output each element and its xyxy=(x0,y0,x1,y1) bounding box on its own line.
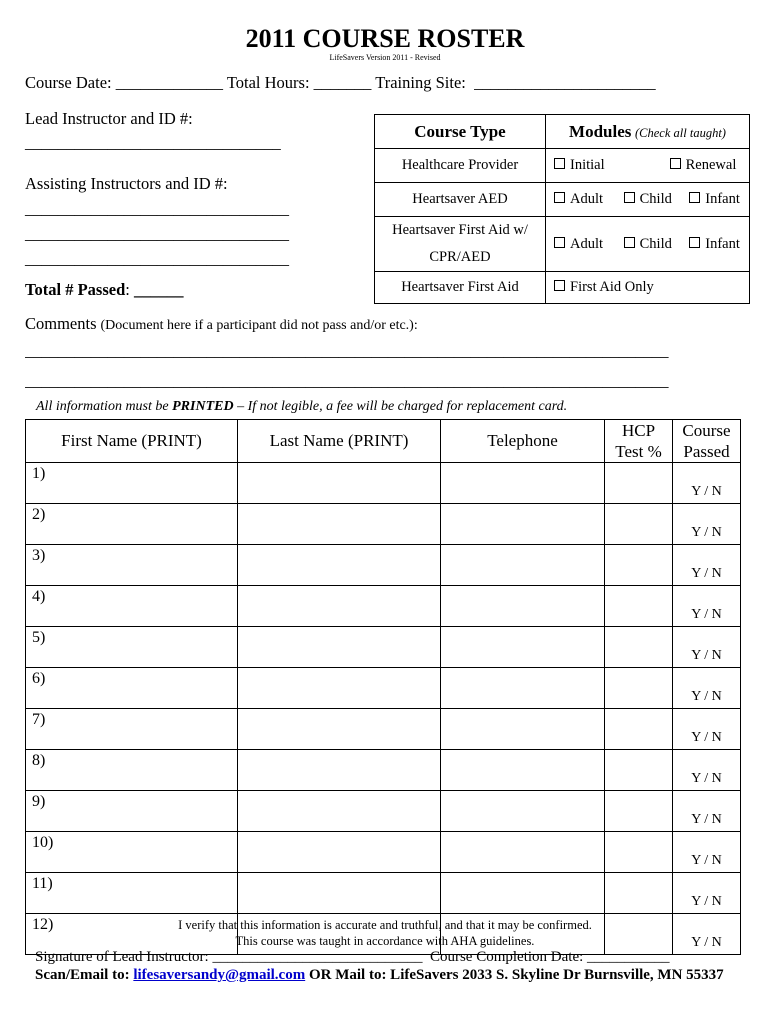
module-option-label: Child xyxy=(639,235,672,252)
comments-field-1[interactable]: ______________________________________________________________________________ xyxy=(25,341,669,360)
modules-header: Modules xyxy=(569,121,632,141)
telephone-cell[interactable] xyxy=(441,545,605,586)
telephone-header: Telephone xyxy=(441,420,605,463)
total-passed-label: Total # Passed xyxy=(25,280,126,299)
first-name-cell[interactable]: 7) xyxy=(26,709,238,750)
notice-text: – If not legible, a fee will be charged for replacement card. xyxy=(233,399,568,414)
comments-label: Comments xyxy=(25,314,97,333)
roster-row xyxy=(26,668,741,709)
telephone-cell[interactable] xyxy=(441,709,605,750)
course-passed-cell[interactable]: Y / N xyxy=(673,914,741,955)
assisting-instructor-field-3[interactable]: ________________________________ xyxy=(25,249,289,268)
module-option-infant[interactable] xyxy=(689,191,740,208)
aha-guidelines-statement: This course was taught in accordance with AHA guidelines. xyxy=(235,934,535,948)
assisting-instructors-label: Assisting Instructors and ID #: xyxy=(25,174,228,193)
modules-heartsaver-aed xyxy=(546,183,750,217)
hcp-test-cell[interactable] xyxy=(605,832,673,873)
hcp-test-cell[interactable] xyxy=(605,545,673,586)
last-name-cell[interactable] xyxy=(238,791,441,832)
telephone-cell[interactable] xyxy=(441,750,605,791)
total-passed-field[interactable]: ______ xyxy=(133,280,184,299)
signature-field[interactable]: ____________________________ xyxy=(212,949,423,965)
last-name-cell[interactable] xyxy=(238,627,441,668)
course-passed-cell[interactable]: Y / N xyxy=(673,504,741,545)
course-type-healthcare-provider: Healthcare Provider xyxy=(375,149,546,183)
course-info-line xyxy=(25,73,656,93)
hcp-test-header xyxy=(605,420,673,463)
checkbox-icon[interactable] xyxy=(554,237,565,248)
lead-instructor-field[interactable]: _______________________________ xyxy=(25,133,281,152)
module-option-child[interactable] xyxy=(624,236,686,253)
total-hours-field[interactable]: _______ xyxy=(313,73,372,92)
course-passed-cell[interactable]: Y / N xyxy=(673,545,741,586)
last-name-cell[interactable] xyxy=(238,750,441,791)
header-line: HCP xyxy=(621,421,656,440)
last-name-cell[interactable] xyxy=(238,873,441,914)
checkbox-icon[interactable] xyxy=(670,158,681,169)
scan-email-label: Scan/Email to: xyxy=(35,967,130,983)
course-type-heartsaver-first-aid-cpr xyxy=(375,217,546,272)
module-option-adult[interactable] xyxy=(554,191,620,208)
module-option-child[interactable] xyxy=(624,191,686,208)
module-option-initial[interactable] xyxy=(554,157,666,174)
module-option-renewal[interactable] xyxy=(670,157,737,174)
course-type-heartsaver-first-aid: Heartsaver First Aid xyxy=(375,272,546,304)
module-option-label: First Aid Only xyxy=(570,279,654,295)
last-name-cell[interactable] xyxy=(238,668,441,709)
telephone-cell[interactable] xyxy=(441,832,605,873)
first-name-cell[interactable]: 10) xyxy=(26,832,238,873)
last-name-cell[interactable] xyxy=(238,463,441,504)
checkbox-icon[interactable] xyxy=(624,237,635,248)
modules-note: (Check all taught) xyxy=(635,125,726,140)
signature-line xyxy=(35,949,670,966)
verification-statement: I verify that this information is accurate and truthful, and that it may be confirmed. xyxy=(178,918,592,932)
course-type-line: Heartsaver First Aid w/ xyxy=(392,222,528,238)
telephone-cell[interactable] xyxy=(441,873,605,914)
header-line: Test % xyxy=(615,442,662,461)
roster-row xyxy=(26,791,741,832)
module-option-label: Adult xyxy=(570,235,604,252)
course-type-header: Course Type xyxy=(375,115,546,149)
checkbox-icon[interactable] xyxy=(554,158,565,169)
modules-heartsaver-first-aid xyxy=(546,272,750,304)
participant-roster-table xyxy=(25,419,741,955)
total-hours-label: Total Hours: xyxy=(226,73,310,92)
course-passed-cell[interactable]: Y / N xyxy=(673,586,741,627)
hcp-test-cell[interactable] xyxy=(605,791,673,832)
first-name-cell[interactable]: 6) xyxy=(26,668,238,709)
modules-heartsaver-first-aid-cpr xyxy=(546,217,750,272)
hcp-test-cell[interactable] xyxy=(605,709,673,750)
checkbox-icon[interactable] xyxy=(689,237,700,248)
total-passed-line xyxy=(25,280,183,300)
first-name-cell[interactable]: 3) xyxy=(26,545,238,586)
course-passed-cell[interactable]: Y / N xyxy=(673,627,741,668)
roster-row xyxy=(26,709,741,750)
telephone-cell[interactable] xyxy=(441,791,605,832)
module-option-label: Child xyxy=(639,191,672,207)
telephone-cell[interactable] xyxy=(441,504,605,545)
module-option-label: Initial xyxy=(570,157,605,173)
roster-row xyxy=(26,627,741,668)
first-name-header: First Name (PRINT) xyxy=(26,420,238,463)
telephone-cell[interactable] xyxy=(441,668,605,709)
modules-healthcare-provider xyxy=(546,149,750,183)
roster-row xyxy=(26,504,741,545)
signature-label: Signature of Lead Instructor: xyxy=(35,949,209,965)
roster-row xyxy=(26,586,741,627)
roster-row xyxy=(26,832,741,873)
course-passed-cell[interactable]: Y / N xyxy=(673,668,741,709)
assisting-instructor-field-1[interactable]: ________________________________ xyxy=(25,199,289,218)
course-passed-cell[interactable]: Y / N xyxy=(673,750,741,791)
course-type-heartsaver-aed: Heartsaver AED xyxy=(375,183,546,217)
course-passed-header xyxy=(673,420,741,463)
header-line: Course xyxy=(682,421,731,440)
telephone-cell[interactable] xyxy=(441,463,605,504)
first-name-cell[interactable]: 2) xyxy=(26,504,238,545)
submission-line xyxy=(35,967,724,984)
hcp-test-cell[interactable] xyxy=(605,668,673,709)
comments-field-2[interactable]: ______________________________________________________________________________ xyxy=(25,371,669,390)
lead-instructor-label: Lead Instructor and ID #: xyxy=(25,109,193,128)
mail-address: OR Mail to: LifeSavers 2033 S. Skyline Dr Burnsville, MN 55337 xyxy=(308,967,724,983)
module-option-label: Infant xyxy=(705,235,740,252)
last-name-cell[interactable] xyxy=(238,586,441,627)
notice-text: All information must be xyxy=(36,399,173,414)
last-name-cell[interactable] xyxy=(238,709,441,750)
course-passed-cell[interactable]: Y / N xyxy=(673,709,741,750)
telephone-cell[interactable] xyxy=(441,586,605,627)
checkbox-icon[interactable] xyxy=(554,192,565,203)
last-name-cell[interactable] xyxy=(238,545,441,586)
first-name-cell[interactable]: 9) xyxy=(26,791,238,832)
module-option-label: Infant xyxy=(705,191,740,207)
roster-row xyxy=(26,545,741,586)
comments-line xyxy=(25,314,418,334)
module-option-label: Adult xyxy=(570,191,604,207)
module-option-label: Renewal xyxy=(685,157,737,173)
hcp-test-cell[interactable] xyxy=(605,463,673,504)
course-passed-cell[interactable]: Y / N xyxy=(673,873,741,914)
completion-date-field[interactable]: ___________ xyxy=(587,949,670,965)
module-option-infant[interactable] xyxy=(689,236,740,253)
course-type-table xyxy=(374,114,750,304)
course-passed-cell[interactable]: Y / N xyxy=(673,791,741,832)
legibility-notice xyxy=(36,399,567,415)
page-title: 2011 COURSE ROSTER xyxy=(245,24,525,53)
modules-header-cell xyxy=(546,115,750,149)
header-line: Passed xyxy=(683,442,730,461)
hcp-test-cell[interactable] xyxy=(605,750,673,791)
notice-emphasis: PRINTED xyxy=(172,399,234,414)
roster-row xyxy=(26,463,741,504)
course-date-field[interactable]: _____________ xyxy=(115,73,223,92)
hcp-test-cell[interactable] xyxy=(605,627,673,668)
assisting-instructor-field-2[interactable]: ________________________________ xyxy=(25,224,289,243)
module-option-first-aid-only[interactable] xyxy=(554,279,654,296)
email-link[interactable]: lifesaversandy@gmail.com xyxy=(133,967,306,983)
course-passed-cell[interactable]: Y / N xyxy=(673,463,741,504)
last-name-header: Last Name (PRINT) xyxy=(238,420,441,463)
hcp-test-cell[interactable] xyxy=(605,873,673,914)
training-site-label: Training Site: xyxy=(375,73,466,92)
checkbox-icon[interactable] xyxy=(624,192,635,203)
total-passed-colon: : xyxy=(125,280,130,299)
checkbox-icon[interactable] xyxy=(554,280,565,291)
roster-row xyxy=(26,750,741,791)
first-name-cell[interactable]: 8) xyxy=(26,750,238,791)
last-name-cell[interactable] xyxy=(238,504,441,545)
hcp-test-cell[interactable] xyxy=(605,504,673,545)
comments-note: (Document here if a participant did not pass and/or etc.): xyxy=(100,318,418,333)
training-site-field[interactable]: ______________________ xyxy=(474,73,656,92)
first-name-cell[interactable]: 1) xyxy=(26,463,238,504)
completion-date-label: Course Completion Date: xyxy=(429,949,584,965)
course-date-label: Course Date: xyxy=(25,73,112,92)
course-passed-cell[interactable]: Y / N xyxy=(673,832,741,873)
module-option-adult[interactable] xyxy=(554,236,620,253)
telephone-cell[interactable] xyxy=(441,627,605,668)
version-subtitle: LifeSavers Version 2011 - Revised xyxy=(329,53,441,62)
course-type-line: CPR/AED xyxy=(429,249,491,265)
first-name-cell[interactable]: 5) xyxy=(26,627,238,668)
checkbox-icon[interactable] xyxy=(689,192,700,203)
first-name-cell[interactable]: 4) xyxy=(26,586,238,627)
first-name-cell[interactable]: 12) xyxy=(26,914,238,955)
roster-header-row xyxy=(26,420,741,463)
last-name-cell[interactable] xyxy=(238,832,441,873)
roster-row xyxy=(26,873,741,914)
first-name-cell[interactable]: 11) xyxy=(26,873,238,914)
hcp-test-cell[interactable] xyxy=(605,586,673,627)
